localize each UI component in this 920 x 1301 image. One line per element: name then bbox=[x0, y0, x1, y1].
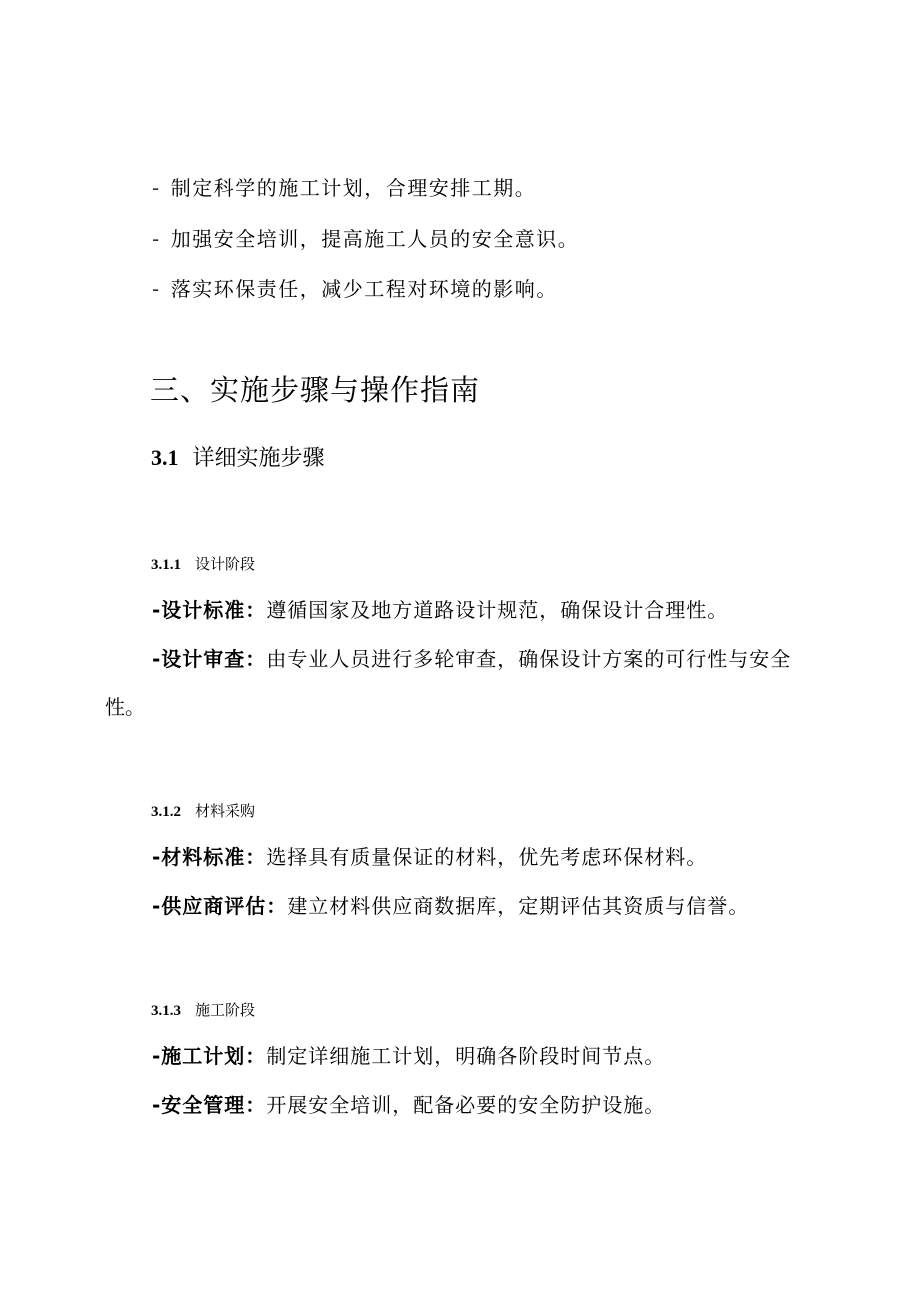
step-label: -安全管理： bbox=[152, 1093, 267, 1117]
step-text: 建立材料供应商数据库，定期评估其资质与信誉。 bbox=[287, 894, 750, 918]
part-heading bbox=[151, 800, 255, 821]
part-title: 设计阶段 bbox=[195, 555, 256, 573]
bullet-item bbox=[152, 223, 579, 252]
bullet-dash: - bbox=[152, 176, 161, 200]
step-item bbox=[152, 1040, 665, 1069]
step-item bbox=[152, 594, 728, 623]
step-text-continuation: 性。 bbox=[105, 695, 145, 719]
bullet-text: 落实环保责任，减少工程对环境的影响。 bbox=[170, 277, 558, 301]
step-item bbox=[152, 643, 791, 672]
section-heading: 三、实施步骤与操作指南 bbox=[150, 373, 481, 407]
step-item bbox=[152, 890, 749, 919]
part-number: 3.1.2 bbox=[151, 804, 181, 820]
part-number: 3.1.1 bbox=[151, 557, 181, 573]
step-text: 制定详细施工计划，明确各阶段时间节点。 bbox=[266, 1044, 666, 1068]
step-label: -供应商评估： bbox=[152, 894, 288, 918]
part-number: 3.1.3 bbox=[151, 1003, 181, 1019]
step-text: 由专业人员进行多轮审查，确保设计方案的可行性与安全 bbox=[266, 647, 792, 671]
step-text: 遵循国家及地方道路设计规范，确保设计合理性。 bbox=[266, 598, 729, 622]
bullet-item bbox=[152, 172, 536, 201]
part-heading bbox=[151, 553, 255, 574]
step-item bbox=[152, 841, 707, 870]
bullet-text: 制定科学的施工计划，合理安排工期。 bbox=[170, 176, 537, 200]
part-title: 施工阶段 bbox=[195, 1001, 256, 1019]
step-text: 开展安全培训，配备必要的安全防护设施。 bbox=[266, 1093, 666, 1117]
bullet-dash: - bbox=[152, 227, 161, 251]
step-label: -材料标准： bbox=[152, 845, 267, 869]
subsection-number: 3.1 bbox=[151, 445, 179, 470]
bullet-dash: - bbox=[152, 277, 161, 301]
step-text: 选择具有质量保证的材料，优先考虑环保材料。 bbox=[266, 845, 708, 869]
part-title: 材料采购 bbox=[195, 802, 256, 820]
part-heading bbox=[151, 999, 255, 1020]
step-label: -设计标准： bbox=[152, 598, 267, 622]
subsection-title: 详细实施步骤 bbox=[192, 446, 325, 471]
step-label: -设计审查： bbox=[152, 647, 267, 671]
subsection-heading bbox=[151, 441, 325, 472]
step-label: -施工计划： bbox=[152, 1044, 267, 1068]
step-item bbox=[152, 1089, 665, 1118]
bullet-item bbox=[152, 273, 558, 302]
bullet-text: 加强安全培训，提高施工人员的安全意识。 bbox=[170, 227, 580, 251]
